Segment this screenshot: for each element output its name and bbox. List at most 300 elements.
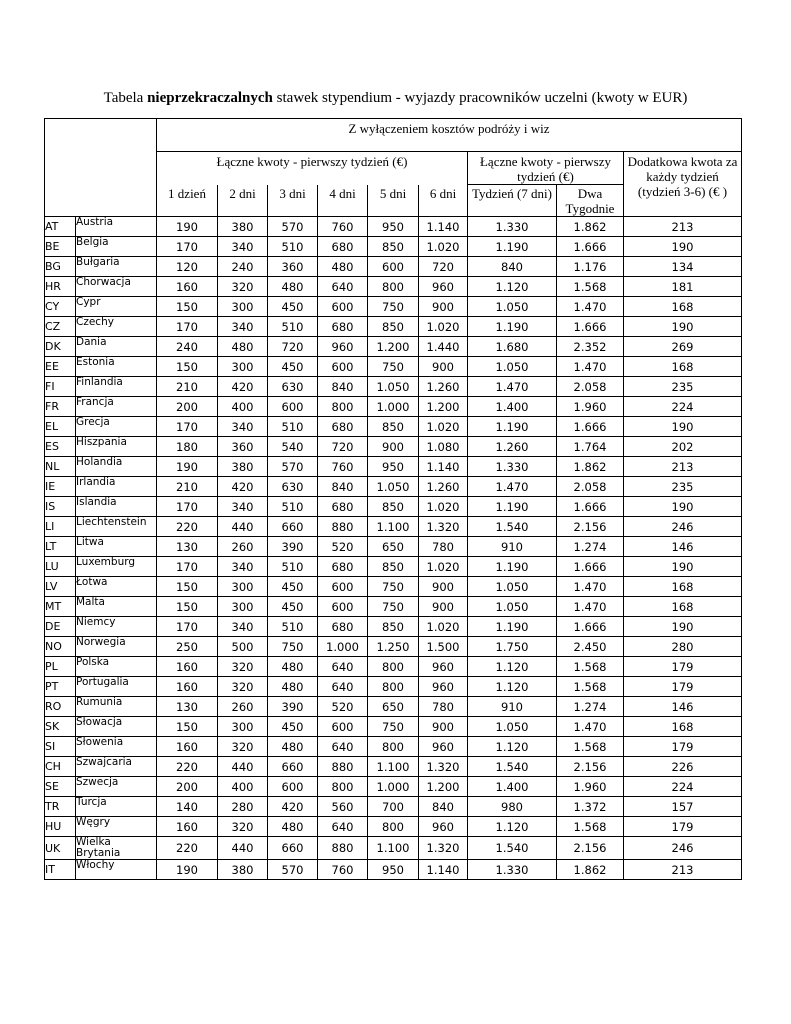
rate-cell: 780 — [419, 697, 468, 717]
rate-cell: 1.200 — [368, 337, 419, 357]
rate-cell: 680 — [318, 237, 368, 257]
rate-cell: 1.140 — [419, 860, 468, 880]
country-code: NO — [45, 637, 76, 657]
rate-cell: 540 — [268, 437, 318, 457]
rate-cell: 390 — [268, 537, 318, 557]
rate-cell: 1.274 — [557, 697, 624, 717]
rate-cell: 800 — [368, 677, 419, 697]
rate-cell: 840 — [419, 797, 468, 817]
rate-cell: 480 — [268, 817, 318, 837]
rate-cell: 1.140 — [419, 217, 468, 237]
rate-cell: 170 — [157, 557, 218, 577]
rate-cell: 146 — [624, 537, 742, 557]
country-name: Polska — [76, 657, 157, 677]
header-group: Z wyłączeniem kosztów podróży i wiz — [157, 119, 742, 152]
table-row — [45, 657, 742, 677]
rate-cell: 1.862 — [557, 860, 624, 880]
rate-cell: 980 — [468, 797, 557, 817]
rate-cell: 570 — [268, 217, 318, 237]
country-code: HU — [45, 817, 76, 837]
rate-cell: 160 — [157, 737, 218, 757]
rate-cell: 1.120 — [468, 277, 557, 297]
rate-cell: 510 — [268, 237, 318, 257]
rate-cell: 750 — [368, 717, 419, 737]
rate-cell: 1.140 — [419, 457, 468, 477]
rate-cell: 960 — [419, 677, 468, 697]
rate-cell: 1.666 — [557, 497, 624, 517]
rate-cell: 720 — [318, 437, 368, 457]
rate-cell: 400 — [218, 777, 268, 797]
rate-cell: 600 — [268, 777, 318, 797]
rate-cell: 160 — [157, 657, 218, 677]
rate-cell: 660 — [268, 757, 318, 777]
rate-cell: 320 — [218, 677, 268, 697]
country-code: TR — [45, 797, 76, 817]
rate-cell: 910 — [468, 697, 557, 717]
header-day-2: 2 dni — [218, 185, 268, 217]
rate-cell: 1.470 — [557, 577, 624, 597]
country-code: IE — [45, 477, 76, 497]
rate-cell: 800 — [368, 657, 419, 677]
rate-cell: 1.568 — [557, 737, 624, 757]
rate-cell: 1.020 — [419, 417, 468, 437]
rate-cell: 750 — [368, 577, 419, 597]
rate-cell: 150 — [157, 597, 218, 617]
title-bold: nieprzekraczalnych — [147, 90, 273, 106]
rate-cell: 190 — [624, 417, 742, 437]
rate-cell: 600 — [318, 357, 368, 377]
rate-cell: 160 — [157, 277, 218, 297]
rate-cell: 960 — [419, 817, 468, 837]
rate-cell: 960 — [419, 277, 468, 297]
rate-cell: 600 — [318, 297, 368, 317]
country-name: Francja — [76, 397, 157, 417]
rate-cell: 1.176 — [557, 257, 624, 277]
rate-cell: 150 — [157, 577, 218, 597]
rate-cell: 2.450 — [557, 637, 624, 657]
rate-cell: 750 — [368, 357, 419, 377]
rate-cell: 1.050 — [468, 577, 557, 597]
rate-cell: 2.156 — [557, 837, 624, 860]
country-code: SE — [45, 777, 76, 797]
rate-cell: 320 — [218, 657, 268, 677]
table-row — [45, 237, 742, 257]
rate-cell: 1.020 — [419, 617, 468, 637]
rate-cell: 1.260 — [419, 477, 468, 497]
country-name: Litwa — [76, 537, 157, 557]
rate-cell: 246 — [624, 517, 742, 537]
table-row — [45, 457, 742, 477]
country-name: Chorwacja — [76, 277, 157, 297]
rate-cell: 840 — [318, 377, 368, 397]
rate-cell: 340 — [218, 617, 268, 637]
rate-cell: 660 — [268, 837, 318, 860]
rate-cell: 181 — [624, 277, 742, 297]
rate-cell: 2.156 — [557, 757, 624, 777]
rate-cell: 1.568 — [557, 657, 624, 677]
country-name: Hiszpania — [76, 437, 157, 457]
rate-cell: 1.400 — [468, 777, 557, 797]
rate-cell: 190 — [157, 217, 218, 237]
rate-cell: 1.000 — [368, 397, 419, 417]
country-code: CZ — [45, 317, 76, 337]
rate-cell: 320 — [218, 277, 268, 297]
rate-cell: 1.050 — [368, 377, 419, 397]
rate-cell: 850 — [368, 237, 419, 257]
rate-cell: 300 — [218, 297, 268, 317]
rate-cell: 750 — [368, 297, 419, 317]
rate-cell: 1.120 — [468, 817, 557, 837]
country-code: IT — [45, 860, 76, 880]
country-code: IS — [45, 497, 76, 517]
header-day-6: 6 dni — [419, 185, 468, 217]
country-code: BG — [45, 257, 76, 277]
country-code: HR — [45, 277, 76, 297]
country-name: Grecja — [76, 417, 157, 437]
country-name: Estonia — [76, 357, 157, 377]
rate-cell: 1.680 — [468, 337, 557, 357]
table-body — [45, 217, 742, 880]
rate-cell: 880 — [318, 517, 368, 537]
rate-cell: 224 — [624, 397, 742, 417]
rate-cell: 850 — [368, 497, 419, 517]
rate-cell: 510 — [268, 417, 318, 437]
rate-cell: 1.470 — [557, 357, 624, 377]
rate-cell: 800 — [368, 737, 419, 757]
header-additional: Dodatkowa kwota za każdy tydzień (tydzień 3-6) (€ ) — [624, 152, 742, 217]
rate-cell: 340 — [218, 557, 268, 577]
country-code: LI — [45, 517, 76, 537]
rate-cell: 1.666 — [557, 617, 624, 637]
table-row — [45, 537, 742, 557]
rate-cell: 1.100 — [368, 757, 419, 777]
table-row — [45, 337, 742, 357]
rate-cell: 1.568 — [557, 677, 624, 697]
rate-cell: 1.020 — [419, 557, 468, 577]
table-row — [45, 860, 742, 880]
rate-cell: 1.470 — [557, 717, 624, 737]
rate-cell: 190 — [157, 860, 218, 880]
rate-cell: 190 — [624, 237, 742, 257]
rate-cell: 760 — [318, 457, 368, 477]
rate-cell: 160 — [157, 677, 218, 697]
country-code: SI — [45, 737, 76, 757]
rate-cell: 1.000 — [318, 637, 368, 657]
table-row — [45, 637, 742, 657]
country-name: Czechy — [76, 317, 157, 337]
rate-cell: 1.330 — [468, 860, 557, 880]
title-prefix: Tabela — [103, 90, 148, 106]
rate-cell: 450 — [268, 717, 318, 737]
rate-cell: 900 — [419, 357, 468, 377]
table-row — [45, 617, 742, 637]
rate-cell: 850 — [368, 417, 419, 437]
rate-cell: 1.260 — [419, 377, 468, 397]
rate-cell: 950 — [368, 860, 419, 880]
rate-cell: 220 — [157, 757, 218, 777]
table-row — [45, 397, 742, 417]
country-name: Finlandia — [76, 377, 157, 397]
rate-cell: 800 — [368, 817, 419, 837]
country-code: CH — [45, 757, 76, 777]
country-name: Słowenia — [76, 737, 157, 757]
rate-cell: 1.470 — [557, 297, 624, 317]
country-code: EL — [45, 417, 76, 437]
rate-cell: 1.190 — [468, 617, 557, 637]
rate-cell: 400 — [218, 397, 268, 417]
rate-cell: 240 — [157, 337, 218, 357]
country-name: Wielka Brytania — [76, 837, 157, 860]
country-code: LT — [45, 537, 76, 557]
rate-cell: 1.050 — [468, 597, 557, 617]
rate-cell: 480 — [268, 277, 318, 297]
rate-cell: 280 — [218, 797, 268, 817]
table-row — [45, 597, 742, 617]
rate-cell: 1.400 — [468, 397, 557, 417]
rate-cell: 160 — [157, 817, 218, 837]
title-suffix: stawek stypendium - wyjazdy pracowników uczelni (kwoty w EUR) — [272, 90, 688, 106]
country-code: DE — [45, 617, 76, 637]
rate-cell: 190 — [624, 617, 742, 637]
rate-cell: 1.050 — [368, 477, 419, 497]
table-row — [45, 317, 742, 337]
table-row — [45, 477, 742, 497]
rate-cell: 134 — [624, 257, 742, 277]
table-header — [45, 119, 742, 217]
rate-cell: 900 — [419, 717, 468, 737]
rate-cell: 910 — [468, 537, 557, 557]
rate-cell: 170 — [157, 497, 218, 517]
rate-cell: 220 — [157, 837, 218, 860]
country-code: DK — [45, 337, 76, 357]
rate-cell: 1.190 — [468, 317, 557, 337]
rate-cell: 168 — [624, 357, 742, 377]
rate-cell: 300 — [218, 357, 268, 377]
table-row — [45, 277, 742, 297]
header-day-3: 3 dni — [268, 185, 318, 217]
rate-cell: 360 — [268, 257, 318, 277]
country-code: BE — [45, 237, 76, 257]
table-row — [45, 777, 742, 797]
rate-cell: 1.050 — [468, 357, 557, 377]
rate-cell: 120 — [157, 257, 218, 277]
rate-cell: 510 — [268, 497, 318, 517]
rate-cell: 168 — [624, 717, 742, 737]
rate-cell: 1.020 — [419, 497, 468, 517]
rate-cell: 440 — [218, 837, 268, 860]
rate-cell: 1.540 — [468, 517, 557, 537]
rate-cell: 600 — [318, 597, 368, 617]
rate-cell: 480 — [268, 677, 318, 697]
rate-cell: 480 — [268, 737, 318, 757]
rate-cell: 202 — [624, 437, 742, 457]
header-first-week: Łączne kwoty - pierwszy tydzień (€) — [157, 152, 468, 185]
rate-cell: 560 — [318, 797, 368, 817]
rate-cell: 630 — [268, 477, 318, 497]
rate-cell: 390 — [268, 697, 318, 717]
table-row — [45, 297, 742, 317]
rate-cell: 1.020 — [419, 237, 468, 257]
header-first-week-alt: Łączne kwoty - pierwszy tydzień (€) — [468, 152, 624, 185]
table-row — [45, 677, 742, 697]
country-code: LU — [45, 557, 76, 577]
rate-cell: 1.190 — [468, 237, 557, 257]
rate-cell: 510 — [268, 317, 318, 337]
rate-cell: 246 — [624, 837, 742, 860]
rate-cell: 780 — [419, 537, 468, 557]
rate-cell: 1.100 — [368, 517, 419, 537]
country-name: Niemcy — [76, 617, 157, 637]
rate-cell: 750 — [268, 637, 318, 657]
rate-cell: 179 — [624, 677, 742, 697]
table-row — [45, 797, 742, 817]
country-name: Włochy — [76, 860, 157, 880]
rate-cell: 440 — [218, 757, 268, 777]
country-name: Islandia — [76, 497, 157, 517]
country-name: Turcja — [76, 797, 157, 817]
rate-cell: 250 — [157, 637, 218, 657]
rate-cell: 1.750 — [468, 637, 557, 657]
rate-cell: 2.156 — [557, 517, 624, 537]
country-code: RO — [45, 697, 76, 717]
country-code: CY — [45, 297, 76, 317]
table-row — [45, 217, 742, 237]
rate-cell: 235 — [624, 377, 742, 397]
rate-cell: 1.500 — [419, 637, 468, 657]
table-row — [45, 577, 742, 597]
rate-cell: 680 — [318, 497, 368, 517]
table-row — [45, 817, 742, 837]
rate-cell: 260 — [218, 537, 268, 557]
rate-cell: 190 — [157, 457, 218, 477]
country-code: MT — [45, 597, 76, 617]
rate-cell: 1.568 — [557, 277, 624, 297]
rate-cell: 700 — [368, 797, 419, 817]
header-blank-cell — [45, 119, 157, 217]
rate-cell: 450 — [268, 577, 318, 597]
rate-cell: 320 — [218, 737, 268, 757]
rate-cell: 130 — [157, 537, 218, 557]
country-code: PT — [45, 677, 76, 697]
country-name: Szwajcaria — [76, 757, 157, 777]
country-name: Bułgaria — [76, 257, 157, 277]
rate-cell: 130 — [157, 697, 218, 717]
rate-cell: 179 — [624, 817, 742, 837]
rate-cell: 850 — [368, 617, 419, 637]
rate-cell: 168 — [624, 577, 742, 597]
country-code: UK — [45, 837, 76, 860]
table-row — [45, 557, 742, 577]
rate-cell: 680 — [318, 617, 368, 637]
rate-cell: 300 — [218, 717, 268, 737]
rate-cell: 1.330 — [468, 217, 557, 237]
rate-cell: 510 — [268, 617, 318, 637]
rate-cell: 213 — [624, 457, 742, 477]
rate-cell: 210 — [157, 477, 218, 497]
header-week: Tydzień (7 dni) — [468, 185, 557, 217]
table-row — [45, 437, 742, 457]
rate-cell: 880 — [318, 837, 368, 860]
stipend-rates-table — [44, 118, 742, 880]
rate-cell: 1.100 — [368, 837, 419, 860]
rate-cell: 640 — [318, 277, 368, 297]
rate-cell: 340 — [218, 237, 268, 257]
rate-cell: 660 — [268, 517, 318, 537]
country-code: LV — [45, 577, 76, 597]
rate-cell: 1.568 — [557, 817, 624, 837]
rate-cell: 680 — [318, 417, 368, 437]
rate-cell: 150 — [157, 717, 218, 737]
rate-cell: 1.260 — [468, 437, 557, 457]
rate-cell: 320 — [218, 817, 268, 837]
rate-cell: 220 — [157, 517, 218, 537]
country-name: Portugalia — [76, 677, 157, 697]
rate-cell: 380 — [218, 217, 268, 237]
rate-cell: 168 — [624, 297, 742, 317]
table-row — [45, 357, 742, 377]
country-name: Norwegia — [76, 637, 157, 657]
rate-cell: 450 — [268, 597, 318, 617]
table-row — [45, 377, 742, 397]
rate-cell: 179 — [624, 737, 742, 757]
rate-cell: 2.058 — [557, 477, 624, 497]
rate-cell: 650 — [368, 537, 419, 557]
rate-cell: 1.862 — [557, 457, 624, 477]
rate-cell: 800 — [318, 777, 368, 797]
rate-cell: 840 — [468, 257, 557, 277]
rate-cell: 760 — [318, 860, 368, 880]
rate-cell: 800 — [368, 277, 419, 297]
table-row — [45, 737, 742, 757]
country-name: Austria — [76, 217, 157, 237]
rate-cell: 680 — [318, 317, 368, 337]
rate-cell: 1.666 — [557, 317, 624, 337]
rate-cell: 190 — [624, 557, 742, 577]
country-name: Liechtenstein — [76, 517, 157, 537]
header-day-1: 1 dzień — [157, 185, 218, 217]
country-code: FI — [45, 377, 76, 397]
rate-cell: 1.120 — [468, 677, 557, 697]
rate-cell: 150 — [157, 357, 218, 377]
rate-cell: 180 — [157, 437, 218, 457]
rate-cell: 640 — [318, 657, 368, 677]
rate-cell: 1.470 — [468, 477, 557, 497]
country-name: Słowacja — [76, 717, 157, 737]
rate-cell: 1.050 — [468, 717, 557, 737]
rate-cell: 960 — [419, 657, 468, 677]
rate-cell: 1.120 — [468, 737, 557, 757]
country-code: AT — [45, 217, 76, 237]
country-name: Malta — [76, 597, 157, 617]
rate-cell: 440 — [218, 517, 268, 537]
table-row — [45, 497, 742, 517]
rate-cell: 340 — [218, 417, 268, 437]
rate-cell: 1.540 — [468, 837, 557, 860]
rate-cell: 150 — [157, 297, 218, 317]
rate-cell: 1.120 — [468, 657, 557, 677]
rate-cell: 640 — [318, 677, 368, 697]
table-row — [45, 417, 742, 437]
rate-cell: 179 — [624, 657, 742, 677]
rate-cell: 170 — [157, 617, 218, 637]
rate-cell: 960 — [419, 737, 468, 757]
rate-cell: 168 — [624, 597, 742, 617]
rate-cell: 850 — [368, 557, 419, 577]
rate-cell: 1.666 — [557, 557, 624, 577]
rate-cell: 680 — [318, 557, 368, 577]
document-title — [0, 90, 791, 107]
country-code: ES — [45, 437, 76, 457]
